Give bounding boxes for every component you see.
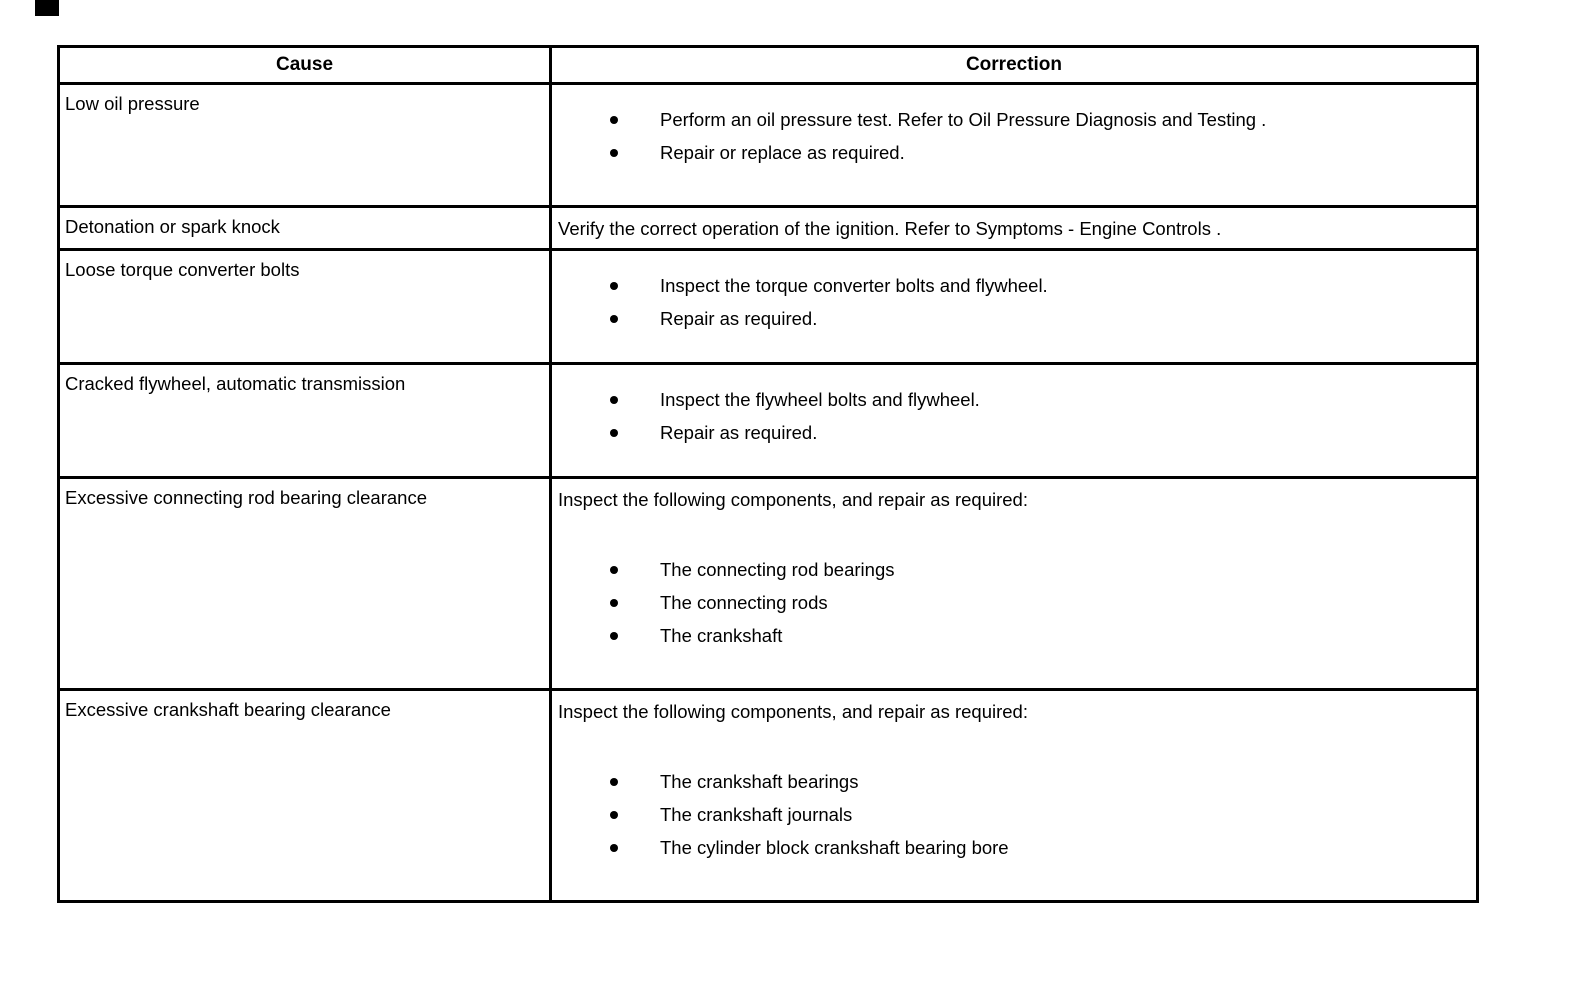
bullet-text: The crankshaft — [660, 625, 783, 646]
cause-cell: Cracked flywheel, automatic transmission — [60, 365, 552, 476]
table-header-row — [60, 48, 1476, 82]
bullet-item — [558, 302, 1470, 335]
correction-bullet-list — [558, 383, 1470, 449]
bullet-icon — [610, 396, 618, 404]
bullet-item — [558, 586, 1470, 619]
bullet-icon — [610, 315, 618, 323]
bullet-item — [558, 765, 1470, 798]
bullet-text: The crankshaft bearings — [660, 771, 859, 792]
correction-cell — [552, 85, 1476, 205]
cause-cell: Loose torque converter bolts — [60, 251, 552, 362]
bullet-item — [558, 103, 1470, 136]
header-cause: Cause — [60, 48, 552, 82]
table-row — [60, 205, 1476, 248]
table-row — [60, 476, 1476, 688]
bullet-icon — [610, 599, 618, 607]
correction-bullet-list — [558, 553, 1470, 652]
cause-cell: Excessive connecting rod bearing clearance — [60, 479, 552, 688]
bullet-item — [558, 798, 1470, 831]
table-row — [60, 688, 1476, 900]
correction-cell — [552, 691, 1476, 900]
bullet-item — [558, 136, 1470, 169]
table-row — [60, 82, 1476, 205]
bullet-item — [558, 416, 1470, 449]
bullet-text: Inspect the flywheel bolts and flywheel. — [660, 389, 980, 410]
bullet-text: Repair or replace as required. — [660, 142, 905, 163]
bullet-text: The connecting rod bearings — [660, 559, 895, 580]
bullet-icon — [610, 116, 618, 124]
bullet-icon — [610, 632, 618, 640]
correction-cell — [552, 208, 1476, 248]
bullet-text: Repair as required. — [660, 422, 818, 443]
bullet-icon — [610, 811, 618, 819]
bullet-text: Inspect the torque converter bolts and flywheel. — [660, 275, 1048, 296]
correction-bullet-list — [558, 765, 1470, 864]
bullet-item — [558, 553, 1470, 586]
correction-text: Inspect the following components, and repair as required: — [558, 701, 1028, 722]
bullet-icon — [610, 566, 618, 574]
cause-cell: Low oil pressure — [60, 85, 552, 205]
bullet-item — [558, 831, 1470, 864]
table-body — [60, 82, 1476, 900]
correction-bullet-list — [558, 269, 1470, 335]
page-corner-mark — [35, 0, 59, 16]
bullet-icon — [610, 778, 618, 786]
diagnostic-table — [57, 45, 1479, 903]
bullet-text: The cylinder block crankshaft bearing bore — [660, 837, 1009, 858]
bullet-text: The connecting rods — [660, 592, 828, 613]
bullet-text: Perform an oil pressure test. Refer to Oil Pressure Diagnosis and Testing . — [660, 109, 1267, 130]
correction-bullet-list — [558, 103, 1470, 169]
header-correction: Correction — [965, 54, 1063, 75]
correction-text: Verify the correct operation of the ignition. Refer to Symptoms - Engine Controls . — [558, 218, 1222, 239]
bullet-icon — [610, 149, 618, 157]
correction-text: Inspect the following components, and repair as required: — [558, 489, 1028, 510]
cause-cell: Excessive crankshaft bearing clearance — [60, 691, 552, 900]
correction-cell — [552, 479, 1476, 688]
bullet-icon — [610, 429, 618, 437]
correction-cell — [552, 251, 1476, 362]
bullet-icon — [610, 844, 618, 852]
bullet-item — [558, 619, 1470, 652]
bullet-item — [558, 383, 1470, 416]
bullet-text: Repair as required. — [660, 308, 818, 329]
bullet-item — [558, 269, 1470, 302]
correction-cell — [552, 365, 1476, 476]
table-row — [60, 362, 1476, 476]
cause-cell: Detonation or spark knock — [60, 208, 552, 248]
bullet-text: The crankshaft journals — [660, 804, 853, 825]
bullet-icon — [610, 282, 618, 290]
table-row — [60, 248, 1476, 362]
